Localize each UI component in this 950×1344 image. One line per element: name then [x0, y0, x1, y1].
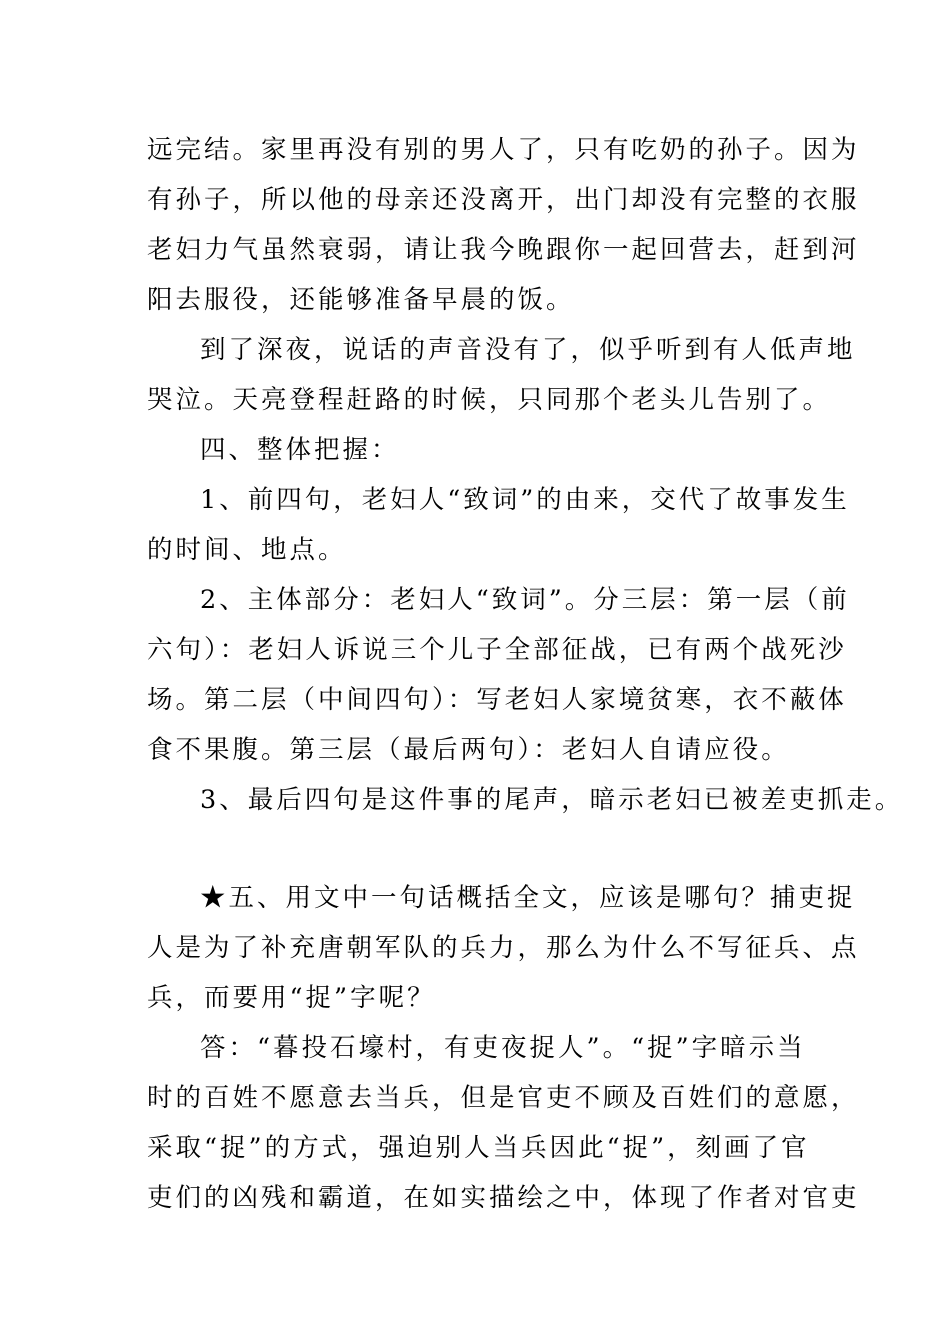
- text-line: 食不果腹。第三层（最后两句）：老妇人自请应役。: [147, 735, 790, 765]
- list-item-line: 1、前四句，老妇人“致词”的由来，交代了故事发生: [200, 485, 850, 515]
- text-line: 人是为了补充唐朝军队的兵力，那么为什么不写征兵、点: [147, 933, 860, 963]
- list-item-line: 2、主体部分：老妇人“致词”。分三层：第一层（前: [200, 585, 850, 615]
- text-line: 六句）：老妇人诉说三个儿子全部征战，已有两个战死沙: [147, 635, 847, 665]
- text-line: 采取“捉”的方式，强迫别人当兵因此“捉”，刻画了官: [147, 1133, 810, 1163]
- text-line: 时的百姓不愿意去当兵，但是官吏不顾及百姓们的意愿，: [147, 1083, 860, 1113]
- paragraph-start-line: 到了深夜，说话的声音没有了，似乎听到有人低声地: [200, 335, 856, 365]
- question-heading: ★五、用文中一句话概括全文，应该是哪句？捕吏捉: [200, 883, 856, 913]
- text-line: 阳去服役，还能够准备早晨的饭。: [147, 285, 575, 315]
- text-line: 吏们的凶残和霸道，在如实描绘之中，体现了作者对官吏: [147, 1183, 860, 1213]
- text-line: 场。第二层（中间四句）：写老妇人家境贫寒，衣不蔽体: [147, 685, 847, 715]
- list-item-line: 3、最后四句是这件事的尾声，暗示老妇已被差吏抓走。: [200, 785, 904, 815]
- text-line: 远完结。家里再没有别的男人了，只有吃奶的孙子。因为: [147, 135, 860, 165]
- text-line: 有孙子，所以他的母亲还没离开，出门却没有完整的衣服: [147, 185, 860, 215]
- text-line: 老妇力气虽然衰弱，请让我今晚跟你一起回营去，赶到河: [147, 235, 860, 265]
- text-line: 兵，而要用“捉”字呢？: [147, 983, 436, 1013]
- text-line: 哭泣。天亮登程赶路的时候，只同那个老头儿告别了。: [147, 385, 832, 415]
- section-heading: 四、整体把握：: [200, 435, 400, 465]
- text-line: 的时间、地点。: [147, 535, 347, 565]
- answer-line: 答：“暮投石壕村，有吏夜捉人”。“捉”字暗示当: [200, 1033, 806, 1063]
